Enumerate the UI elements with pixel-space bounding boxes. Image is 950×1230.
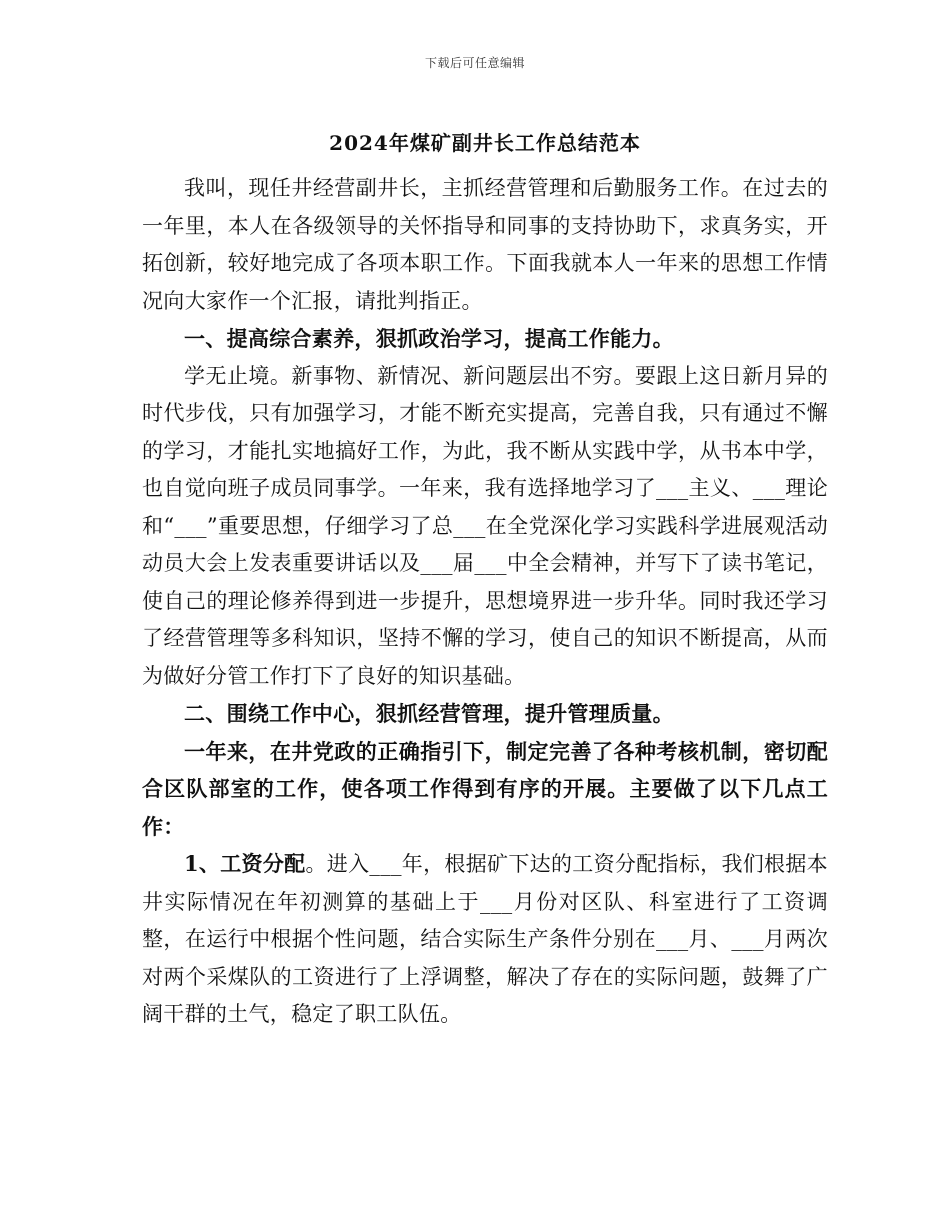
- document-body: [142, 128, 828, 1034]
- header-note: 下载后可任意编辑: [424, 56, 525, 70]
- item-1-lead: 1、工资分配: [184, 851, 306, 876]
- document-title: 2024年煤矿副井长工作总结范本: [329, 131, 641, 155]
- item-1-body: 。进入___年，根据矿下达的工资分配指标，我们根据本井实际情况在年初测算的基础上于___月份对区队、科室进行了工资调整，在运行中根据个性问题，结合实际生产条件分别在___月、___月两次对两个采煤队的工资进行了上浮调整，解决了存在的实际问题，鼓舞了广阔干群的土气，稳定了职工队伍。: [142, 852, 828, 1026]
- section-2-heading: 二、围绕工作中心，狠抓经营管理，提升管理质量。: [184, 701, 674, 726]
- section-1-heading: 一、提高综合素养，狠抓政治学习，提高工作能力。: [184, 326, 674, 351]
- section-1-paragraph: 学无止境。新事物、新情况、新问题层出不穷。要跟上这日新月异的时代步伐，只有加强学习，才能不断充实提高，完善自我，只有通过不懈的学习，才能扎实地搞好工作，为此，我不断从实践中学，从书本中学，也自觉向班子成员同事学。一年来，我有选择地学习了___主义、___理论和“___”重要思想，仔细学习了总___在全党深化学习实践科学进展观活动动员大会上发表重要讲话以及___届___中全会精神，并写下了读书笔记，使自己的理论修养得到进一步提升，思想境界进一步升华。同时我还学习了经营管理等多科知识，坚持不懈的学习，使自己的知识不断提高，从而为做好分管工作打下了良好的知识基础。: [142, 363, 828, 688]
- item-1-paragraph: [142, 845, 828, 1034]
- section-2-intro-paragraph: 一年来，在井党政的正确指引下，制定完善了各种考核机制，密切配合区队部室的工作，使各项工作得到有序的开展。主要做了以下几点工作：: [142, 738, 828, 839]
- intro-paragraph: 我叫，现任井经营副井长，主抓经营管理和后勤服务工作。在过去的一年里，本人在各级领导的关怀指导和同事的支持协助下，求真务实，开拓创新，较好地完成了各项本职工作。下面我就本人一年来的思想工作情况向大家作一个汇报，请批判指正。: [142, 176, 828, 313]
